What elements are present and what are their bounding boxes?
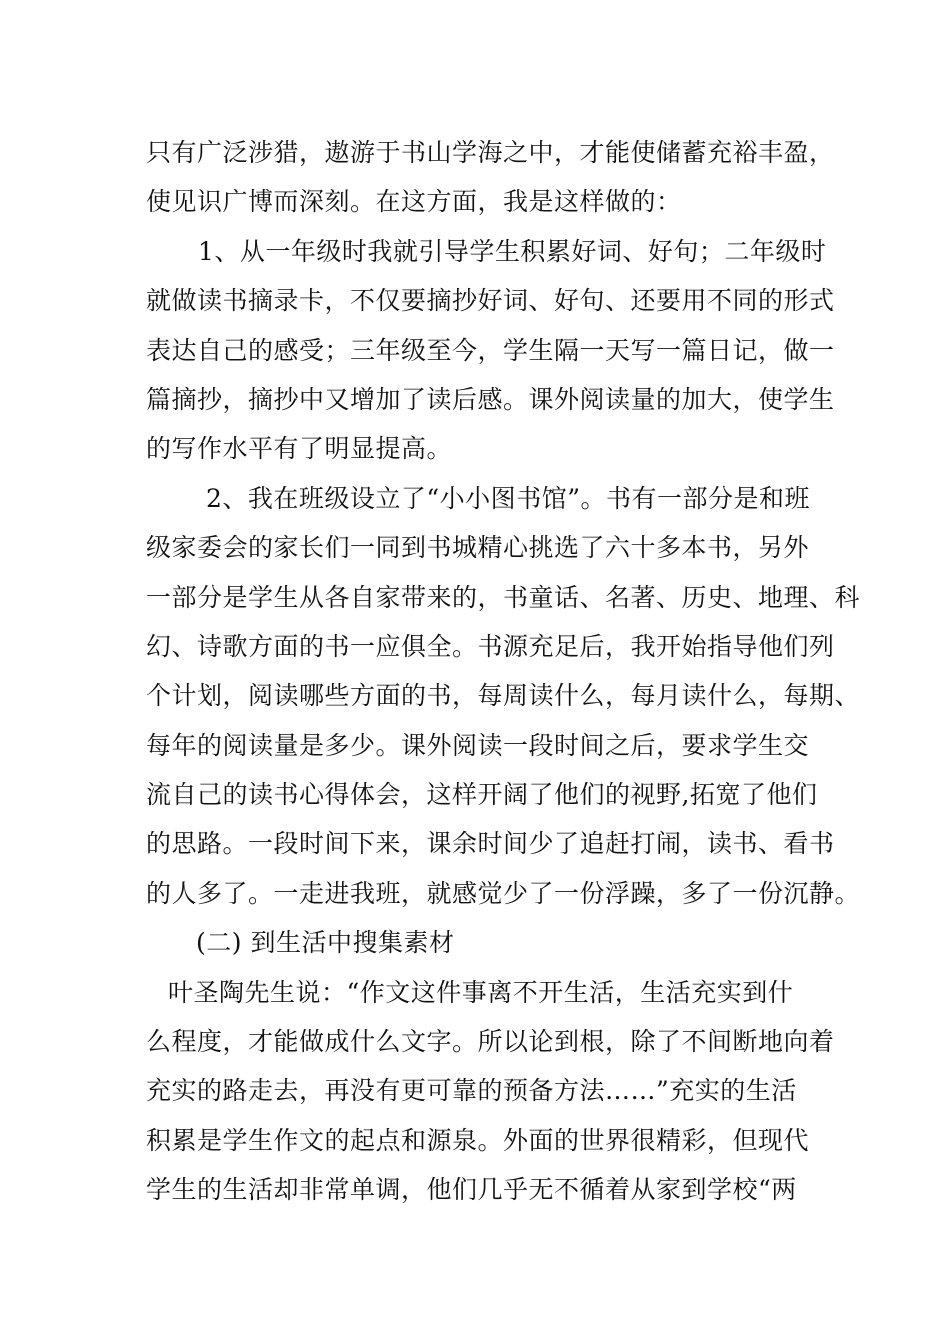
text-line: 2、我在班级设立了“小小图书馆”。书有一部分是和班	[206, 483, 810, 513]
text-line: 的写作水平有了明显提高。	[146, 434, 453, 464]
text-line: 的人多了。一走进我班，就感觉少了一份浮躁，多了一份沉静。	[146, 878, 861, 908]
text-line: 叶圣陶先生说：“作文这件事离不开生活，生活充实到什	[168, 977, 794, 1007]
text-line: 一部分是学生从各自家带来的，书童话、名著、历史、地理、科	[146, 582, 861, 612]
text-line: 充实的路走去，再没有更可靠的预备方法……”充实的生活	[146, 1076, 797, 1106]
text-line: 级家委会的家长们一同到书城精心挑选了六十多本书，另外	[146, 533, 810, 563]
text-line: 1、从一年级时我就引导学生积累好词、好句；二年级时	[198, 236, 827, 266]
text-line: 的思路。一段时间下来，课余时间少了追赶打闹，读书、看书	[146, 829, 835, 859]
text-line: 流自己的读书心得体会，这样开阔了他们的视野,拓宽了他们	[146, 780, 818, 810]
text-line: 每年的阅读量是多少。课外阅读一段时间之后，要求学生交	[146, 730, 810, 760]
text-line: 个计划，阅读哪些方面的书，每周读什么，每月读什么，每期、	[146, 681, 861, 711]
section-heading: (二) 到生活中搜集素材	[196, 928, 455, 958]
text-line: 么程度，才能做成什么文字。所以论到根，除了不间断地向着	[146, 1027, 835, 1057]
text-line: 就做读书摘录卡，不仅要摘抄好词、好句、还要用不同的形式	[146, 286, 835, 316]
text-line: 积累是学生作文的起点和源泉。外面的世界很精彩，但现代	[146, 1125, 810, 1155]
text-line: 只有广泛涉猎，遨游于书山学海之中，才能使储蓄充裕丰盈，	[146, 138, 835, 167]
text-line: 学生的生活却非常单调，他们几乎无不循着从家到学校“两	[146, 1175, 797, 1205]
text-line: 使见识广博而深刻。在这方面，我是这样做的：	[146, 187, 682, 217]
text-line: 表达自己的感受；三年级至今，学生隔一天写一篇日记，做一	[146, 335, 835, 365]
text-line: 篇摘抄，摘抄中又增加了读后感。课外阅读量的加大，使学生	[146, 384, 835, 414]
document-body	[146, 128, 861, 1215]
text-line: 幻、诗歌方面的书一应俱全。书源充足后，我开始指导他们列	[146, 631, 835, 661]
